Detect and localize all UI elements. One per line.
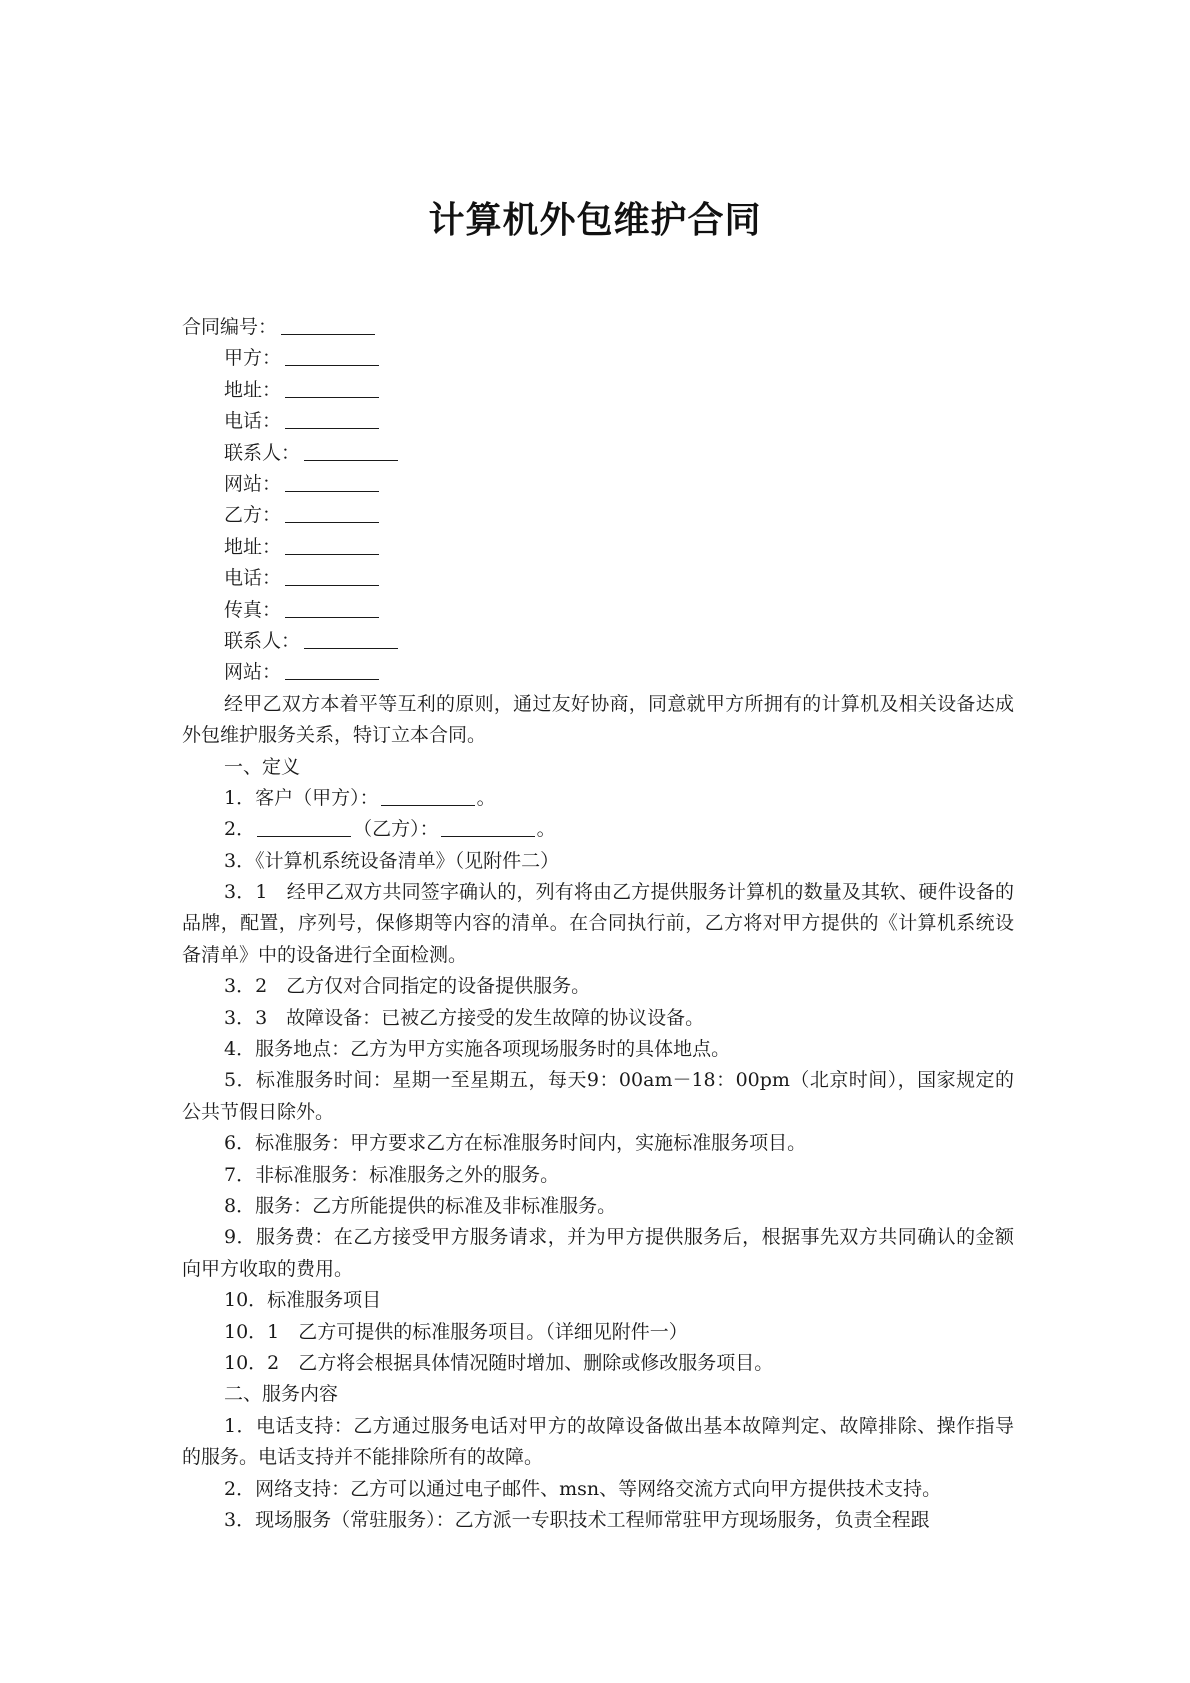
header-field-label: 传真： [224,598,282,621]
section-heading-definitions: 一、定义 [224,755,301,778]
header-field-label: 乙方： [224,504,282,527]
header-field-label: 地址： [224,378,282,401]
header-field-label: 合同编号： [182,316,278,338]
definition-8: 8．服务：乙方所能提供的标准及非标准服务。 [224,1195,617,1218]
service-3: 3．现场服务（常驻服务）：乙方派一专职技术工程师常驻甲方现场服务，负责全程跟 [224,1509,930,1532]
section-heading-services: 二、服务内容 [224,1383,339,1406]
header-field-label: 甲方： [224,347,282,370]
definition-10: 10．标准服务项目 [224,1289,382,1312]
header-field-label: 电话： [224,567,282,590]
definition-3-2: 3．2 乙方仅对合同指定的设备提供服务。 [224,975,591,998]
definition-2-text: （乙方）： [353,818,439,841]
fill-in-blank[interactable] [281,314,375,335]
definition-5: 5．标准服务时间：星期一至星期五，每天9：00am－18：00pm（北京时间），国家规定的公共节假日除外。 [182,1069,1014,1123]
definition-1-text: 1．客户（甲方）： [224,786,379,809]
header-field-row [182,375,1014,406]
fill-in-blank[interactable] [285,502,379,523]
header-field-row [182,469,1014,500]
definition-9: 9．服务费：在乙方接受甲方服务请求，并为甲方提供服务后，根据事先双方共同确认的金额向甲方收取的费用。 [182,1226,1014,1280]
header-field-row [182,312,1014,343]
header-field-row [182,438,1014,469]
header-field-label: 地址： [224,535,282,558]
definition-1-end: 。 [476,786,496,809]
fill-in-blank[interactable] [304,628,398,649]
definition-2-end: 。 [536,818,556,841]
definition-2 [182,814,1014,845]
fill-in-blank[interactable] [285,659,379,680]
fill-in-blank[interactable] [441,816,535,837]
header-field-label: 网站： [224,472,282,495]
service-2: 2．网络支持：乙方可以通过电子邮件、msn、等网络交流方式向甲方提供技术支持。 [224,1477,942,1500]
fill-in-blank[interactable] [285,377,379,398]
definition-3: 3．《计算机系统设备清单》（见附件二） [224,849,560,872]
header-field-row [182,532,1014,563]
definition-7: 7．非标准服务：标准服务之外的服务。 [224,1163,560,1186]
definition-3-1: 3．1 经甲乙双方共同签字确认的，列有将由乙方提供服务计算机的数量及其软、硬件设备的品牌，配置，序列号，保修期等内容的清单。在合同执行前，乙方将对甲方提供的《计算机系统设备清单》中的设备进行全面检测。 [182,881,1014,966]
fill-in-blank[interactable] [381,785,475,806]
fill-in-blank[interactable] [304,440,398,461]
fill-in-blank[interactable] [285,408,379,429]
intro-paragraph: 经甲乙双方本着平等互利的原则，通过友好协商，同意就甲方所拥有的计算机及相关设备达成外包维护服务关系，特订立本合同。 [182,692,1014,747]
header-field-label: 联系人： [224,629,301,652]
service-1: 1．电话支持：乙方通过服务电话对甲方的故障设备做出基本故障判定、故障排除、操作指导的服务。电话支持并不能排除所有的故障。 [182,1414,1014,1469]
document-body [182,312,1014,1536]
header-field-row [182,406,1014,437]
header-field-row [182,343,1014,374]
header-field-label: 联系人： [224,441,301,464]
header-fields [182,312,1014,689]
fill-in-blank[interactable] [285,597,379,618]
fill-in-blank[interactable] [285,534,379,555]
definition-10-1: 10．1 乙方可提供的标准服务项目。（详细见附件一） [224,1320,688,1343]
definition-6: 6．标准服务：甲方要求乙方在标准服务时间内，实施标准服务项目。 [224,1132,807,1155]
definition-1 [182,783,1014,814]
header-field-row [182,563,1014,594]
fill-in-blank[interactable] [285,471,379,492]
fill-in-blank[interactable] [285,565,379,586]
definition-2-number: 2． [224,818,256,841]
document-title: 计算机外包维护合同 [428,200,762,241]
definition-4: 4．服务地点：乙方为甲方实施各项现场服务时的具体地点。 [224,1038,731,1061]
definition-10-2: 10．2 乙方将会根据具体情况随时增加、删除或修改服务项目。 [224,1352,774,1375]
header-field-row [182,595,1014,626]
header-field-row [182,626,1014,657]
header-field-label: 网站： [224,661,282,684]
definition-3-3: 3．3 故障设备：已被乙方接受的发生故障的协议设备。 [224,1006,705,1029]
header-field-row [182,500,1014,531]
header-field-row [182,657,1014,688]
header-field-label: 电话： [224,410,282,433]
fill-in-blank[interactable] [257,816,351,837]
fill-in-blank[interactable] [285,345,379,366]
